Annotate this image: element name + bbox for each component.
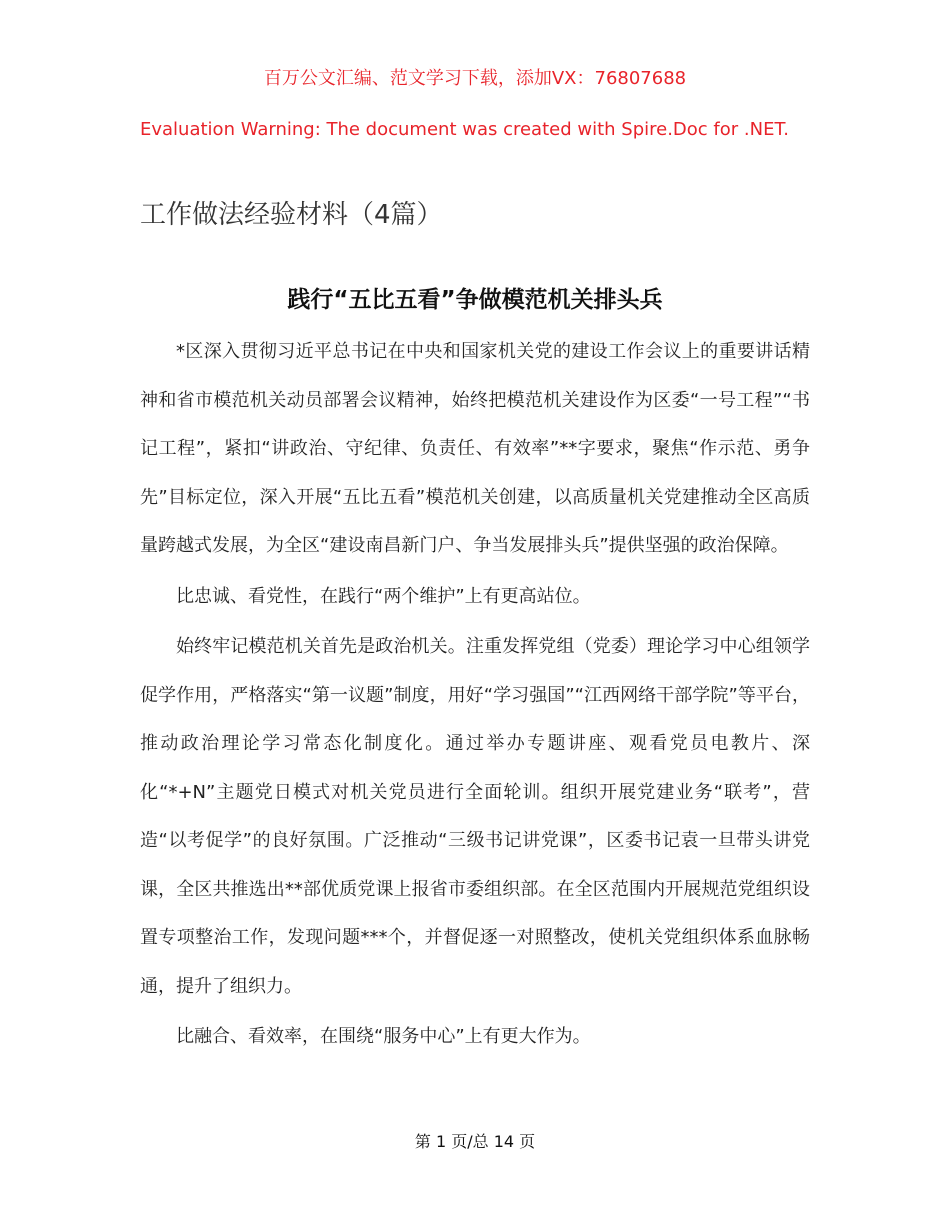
promo-header: 百万公文汇编、范文学习下载，添加VX：76807688 <box>263 68 687 89</box>
paragraph-heading-loyalty: 比忠诚、看党性，在践行“两个维护”上有更高站位。 <box>176 585 591 607</box>
paragraph-heading-integration: 比融合、看效率，在围绕“服务中心”上有更大作为。 <box>176 1026 591 1047</box>
paragraph-political-organ: 始终牢记模范机关首先是政治机关。注重发挥党组（党委）理论学习中心组领学促学作用，严格落实“第一议题”制度，用好“学习强国”“江西网络干部学院”等平台，推动政治理论学习常态化制度化。通过举办专题讲座、观看党员电教片、深化“*+N”主题党日模式对机关党员进行全面轮训。组织开展党建业务“联考”，营造“以考促学”的良好氛围。广泛推动“三级书记讲党课”，区委书记袁一旦带头讲党课，全区共推选出**部优质党课上报省市委组织部。在全区范围内开展规范党组织设置专项整治工作，发现问题***个，并督促逐一对照整改，使机关党组织体系血脉畅通，提升了组织力。 <box>140 636 810 997</box>
page-footer: 第 1 页/总 14 页 <box>414 1132 536 1151</box>
body-text <box>140 328 810 1064</box>
document-title: 工作做法经验材料（4篇） <box>140 200 443 230</box>
section-title: 践行“五比五看”争做模范机关排头兵 <box>287 287 663 313</box>
paragraph-intro: *区深入贯彻习近平总书记在中央和国家机关党的建设工作会议上的重要讲话精神和省市模范机关动员部署会议精神，始终把模范机关建设作为区委“一号工程”“书记工程”，紧扣“讲政治、守纪律、负责任、有效率”**字要求，聚焦“作示范、勇争先”目标定位，深入开展“五比五看”模范机关创建，以高质量机关党建推动全区高质量跨越式发展，为全区“建设南昌新门户、争当发展排头兵”提供坚强的政治保障。 <box>140 341 810 556</box>
evaluation-warning: Evaluation Warning: The document was created with Spire.Doc for .NET. <box>140 119 790 140</box>
